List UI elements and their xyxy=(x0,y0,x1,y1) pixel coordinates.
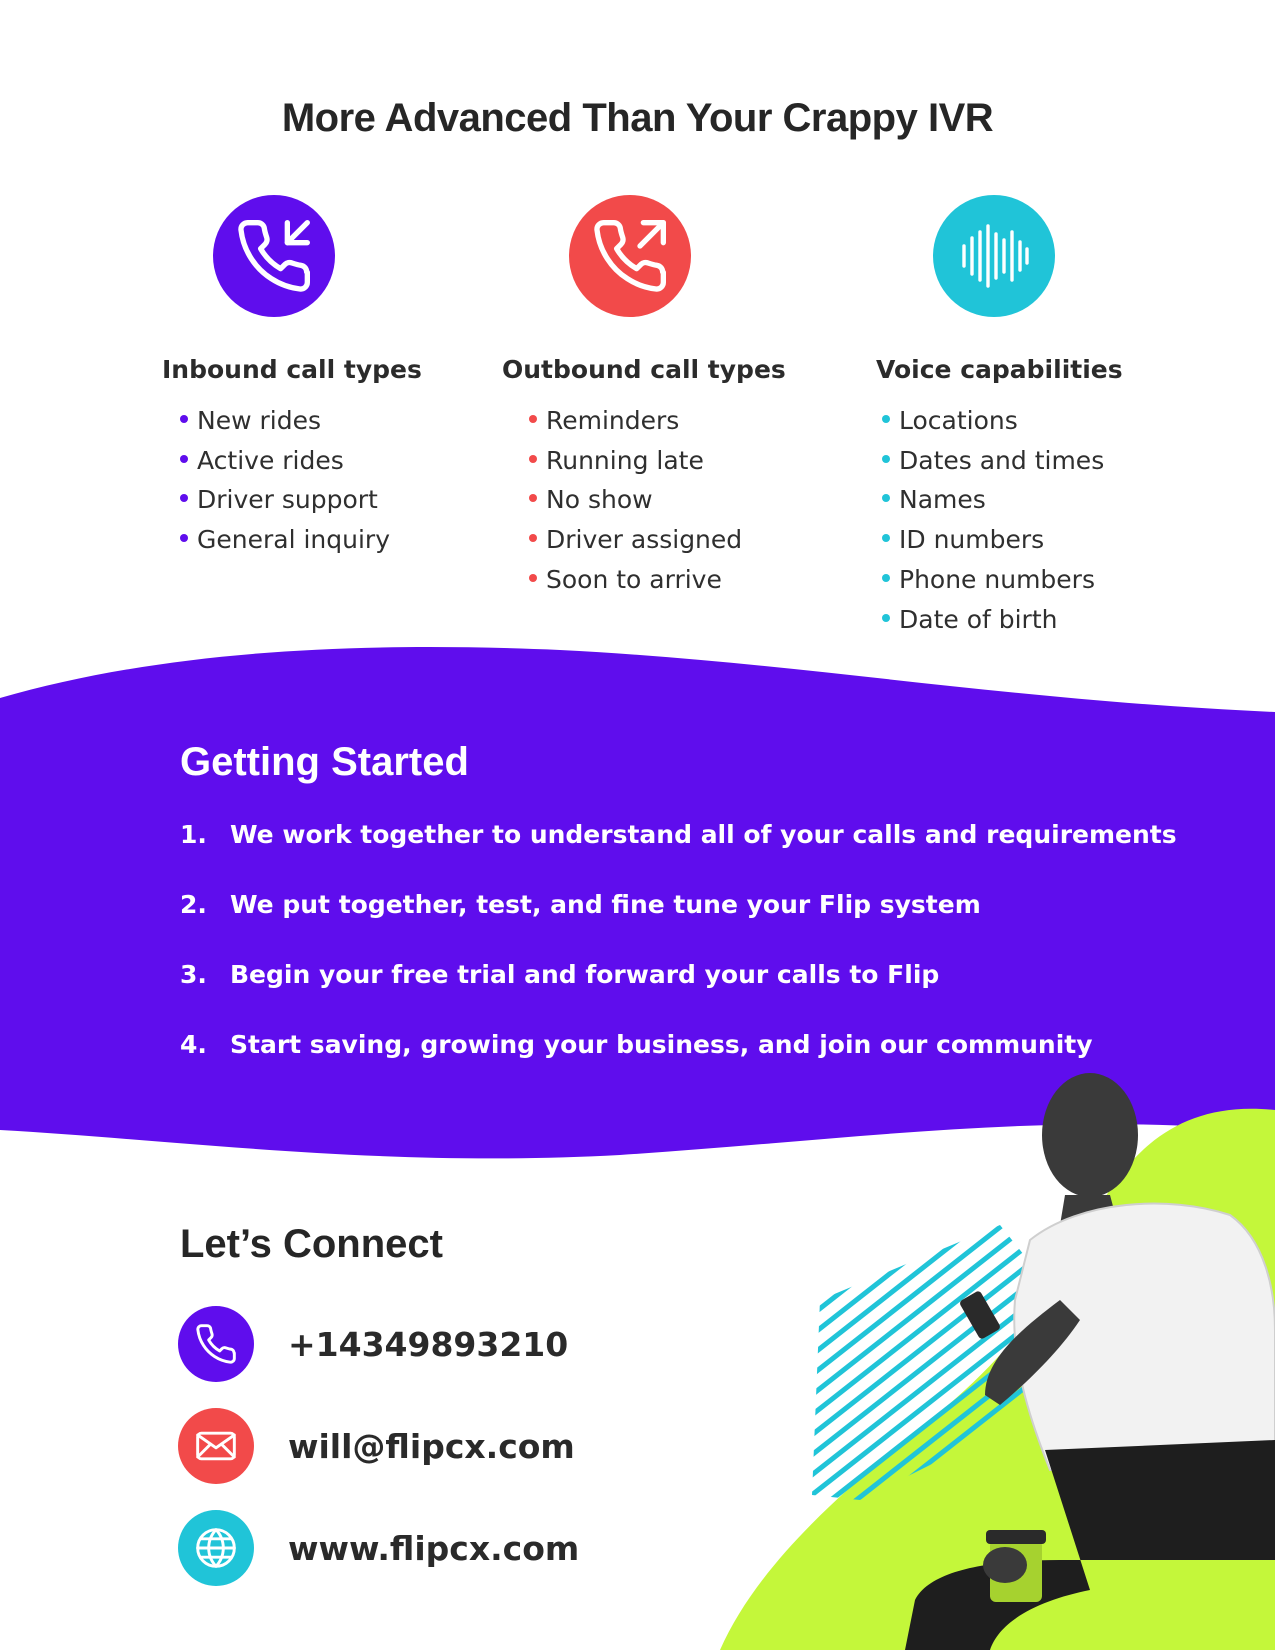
email-icon-circle xyxy=(178,1408,254,1484)
list-item: Locations xyxy=(882,401,1104,441)
step-text: Begin your free trial and forward your calls to Flip xyxy=(230,960,940,989)
teal-stripes xyxy=(780,1100,1060,1580)
inbound-icon-circle xyxy=(213,195,335,317)
page-title: More Advanced Than Your Crappy IVR xyxy=(281,96,994,140)
email-contact[interactable] xyxy=(178,1408,575,1484)
outbound-list xyxy=(529,401,742,600)
step-text: We work together to understand all of your calls and requirements xyxy=(230,820,1177,849)
list-item: Names xyxy=(882,480,1104,520)
email-address[interactable]: will@flipcx.com xyxy=(288,1426,575,1466)
outbound-heading: Outbound call types xyxy=(502,355,786,384)
step-item xyxy=(180,890,1177,960)
list-item: Running late xyxy=(529,441,742,481)
list-item: Driver support xyxy=(180,480,390,520)
outbound-column xyxy=(502,195,786,594)
step-number: 3. xyxy=(180,960,207,989)
getting-started-title: Getting Started xyxy=(180,740,469,784)
envelope-icon xyxy=(194,1424,238,1468)
list-item: Dates and times xyxy=(882,441,1104,481)
step-item xyxy=(180,960,1177,1030)
bullet xyxy=(180,494,188,502)
bullet xyxy=(529,494,537,502)
bullet xyxy=(529,574,537,582)
step-item xyxy=(180,820,1177,890)
step-number: 2. xyxy=(180,890,207,919)
inbound-list xyxy=(180,401,390,560)
list-item: Phone numbers xyxy=(882,560,1104,600)
bullet xyxy=(882,455,890,463)
bullet xyxy=(882,574,890,582)
phone-icon-circle xyxy=(178,1306,254,1382)
phone-incoming-icon xyxy=(234,216,314,296)
lime-blob xyxy=(720,1109,1275,1650)
inbound-heading: Inbound call types xyxy=(162,355,422,384)
website-contact[interactable] xyxy=(178,1510,579,1586)
bullet xyxy=(529,455,537,463)
bullet xyxy=(882,494,890,502)
bullet xyxy=(180,415,188,423)
website-url[interactable]: www.flipcx.com xyxy=(288,1528,580,1568)
step-number: 4. xyxy=(180,1030,207,1059)
phone-contact[interactable] xyxy=(178,1306,568,1382)
bullet xyxy=(882,534,890,542)
phone-number[interactable]: +14349893210 xyxy=(288,1324,569,1364)
list-item: Active rides xyxy=(180,441,390,481)
bullet xyxy=(882,614,890,622)
step-text: Start saving, growing your business, and join our community xyxy=(230,1030,1093,1059)
voice-icon-circle xyxy=(933,195,1055,317)
bullet xyxy=(529,415,537,423)
voice-column xyxy=(876,195,1123,634)
getting-started-steps xyxy=(180,820,1177,1100)
bullet xyxy=(180,455,188,463)
step-number: 1. xyxy=(180,820,207,849)
website-icon-circle xyxy=(178,1510,254,1586)
list-item: Reminders xyxy=(529,401,742,441)
bullet xyxy=(180,534,188,542)
phone-outgoing-icon xyxy=(590,216,670,296)
outbound-icon-circle xyxy=(569,195,691,317)
list-item: General inquiry xyxy=(180,520,390,560)
list-item: Date of birth xyxy=(882,600,1104,640)
step-item xyxy=(180,1030,1177,1100)
voice-list xyxy=(882,401,1104,639)
voice-heading: Voice capabilities xyxy=(876,355,1123,384)
inbound-column xyxy=(162,195,422,555)
sound-wave-icon xyxy=(954,216,1034,296)
globe-icon xyxy=(194,1526,238,1570)
bullet xyxy=(529,534,537,542)
connect-title: Let’s Connect xyxy=(180,1222,443,1266)
phone-icon xyxy=(194,1322,238,1366)
list-item: New rides xyxy=(180,401,390,441)
list-item: ID numbers xyxy=(882,520,1104,560)
bullet xyxy=(882,415,890,423)
list-item: Driver assigned xyxy=(529,520,742,560)
list-item: Soon to arrive xyxy=(529,560,742,600)
list-item: No show xyxy=(529,480,742,520)
step-text: We put together, test, and fine tune your Flip system xyxy=(230,890,981,919)
